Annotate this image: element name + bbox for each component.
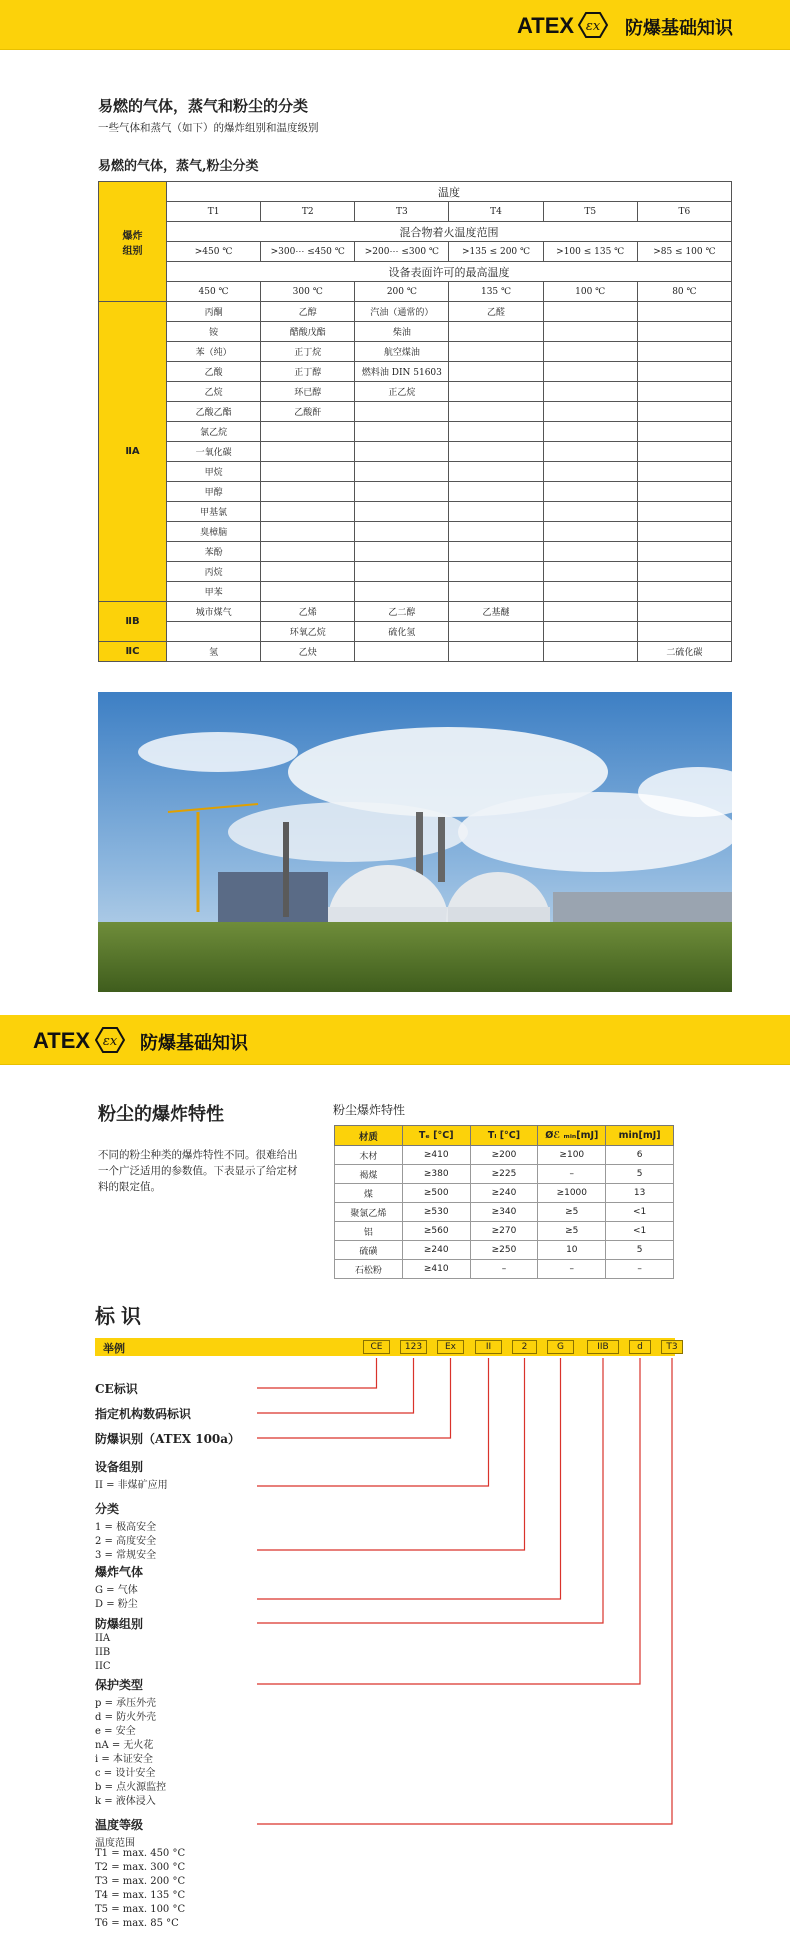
marking-box-0: CE [363, 1340, 390, 1354]
group-ⅡB: ⅡB [99, 602, 167, 642]
marking-item-line: II = 非煤矿应用 [95, 1480, 168, 1491]
dust-cell: ≥250 [470, 1241, 538, 1260]
dust-cell: <1 [606, 1203, 674, 1222]
connector-line [257, 1358, 672, 1824]
range-cell: >135 ≤ 200 ℃ [449, 242, 543, 262]
dust-cell: ≥410 [402, 1146, 470, 1165]
substance-cell: 燃料油 DIN 51603 [355, 362, 449, 382]
section-subtitle: 一些气体和蒸气（如下）的爆炸组别和温度级别 [98, 122, 319, 134]
dust-cell: 石松粉 [335, 1260, 403, 1279]
section-title: 易燃的气体，蒸气和粉尘的分类 [98, 97, 309, 115]
substance-cell: 乙醛 [449, 302, 543, 322]
substance-cell: 甲基氯 [167, 502, 261, 522]
substance-cell: 甲醇 [167, 482, 261, 502]
marking-box-3: II [475, 1340, 502, 1354]
marking-item-line: G = 气体 [95, 1585, 138, 1596]
max-temp-cell: 200 ℃ [355, 282, 449, 302]
substance-cell: 丙酮 [167, 302, 261, 322]
max-temp-cell: 135 ℃ [449, 282, 543, 302]
dust-cell: ≥1000 [538, 1184, 606, 1203]
substance-cell: 铵 [167, 322, 261, 342]
dust-cell: 13 [606, 1184, 674, 1203]
marking-item-title: 设备组别 [95, 1460, 144, 1474]
substance-cell: 正丁醇 [261, 362, 355, 382]
dust-cell: 煤 [335, 1184, 403, 1203]
temp-class-T6: T6 [637, 202, 731, 222]
svg-text:εx: εx [585, 19, 601, 34]
range-cell: >100 ≤ 135 ℃ [543, 242, 637, 262]
marking-item-line: D = 粉尘 [95, 1599, 138, 1610]
marking-item-line: nA = 无火花 [95, 1740, 154, 1751]
dust-cell: ≥560 [402, 1222, 470, 1241]
dust-cell: 木材 [335, 1146, 403, 1165]
dust-cell: ≥380 [402, 1165, 470, 1184]
dust-cell: 硫磺 [335, 1241, 403, 1260]
dust-cell: ≥5 [538, 1222, 606, 1241]
dust-header: min[mJ] [606, 1126, 674, 1146]
marking-item-line: 温度范围 [95, 1838, 135, 1849]
marking-item-line: T1 = max. 450 °C [95, 1848, 186, 1859]
substance-cell: 甲苯 [167, 582, 261, 602]
marking-box-2: Ex [437, 1340, 464, 1354]
marking-box-6: IIB [587, 1340, 619, 1354]
substance-cell: 甲烷 [167, 462, 261, 482]
range-cell: >450 ℃ [167, 242, 261, 262]
substance-cell: 二硫化碳 [637, 642, 731, 662]
marking-box-8: T3 [661, 1340, 683, 1354]
marking-item-title: 保护类型 [95, 1678, 144, 1692]
marking-item-title: 防爆组别 [95, 1617, 144, 1631]
temp-header: 温度 [167, 182, 732, 202]
substance-cell: 汽油（通常的） [355, 302, 449, 322]
marking-item-line: i = 本证安全 [95, 1754, 153, 1765]
dust-cell: 10 [538, 1241, 606, 1260]
marking-item-title: 爆炸气体 [95, 1565, 144, 1579]
dust-header: Tₑ [°C] [402, 1126, 470, 1146]
range-cell: >300⋯ ≤450 ℃ [261, 242, 355, 262]
connector-line [257, 1358, 640, 1684]
substance-cell: 环氧乙烷 [261, 622, 355, 642]
substance-cell: 硫化氢 [355, 622, 449, 642]
temp-class-T3: T3 [355, 202, 449, 222]
temp-class-T4: T4 [449, 202, 543, 222]
marking-item-line: d = 防火外壳 [95, 1712, 157, 1723]
temp-class-T2: T2 [261, 202, 355, 222]
marking-item-line: k = 液体浸入 [95, 1796, 156, 1807]
marking-item-line: 3 = 常规安全 [95, 1550, 157, 1561]
dust-cell: ≥410 [402, 1260, 470, 1279]
dust-header: 材质 [335, 1126, 403, 1146]
marking-title: 标识 [95, 1304, 147, 1328]
marking-item-line: c = 设计安全 [95, 1768, 156, 1779]
substance-cell: 城市煤气 [167, 602, 261, 622]
marking-item-title: 分类 [95, 1502, 120, 1516]
substance-cell: 苯（纯） [167, 342, 261, 362]
marking-item-line: IIC [95, 1661, 111, 1672]
marking-item-title: 防爆识别（ATEX 100a） [95, 1432, 241, 1446]
marking-item-title: 指定机构数码标识 [95, 1407, 192, 1421]
banner-title-2: 防爆基础知识 [140, 1033, 248, 1054]
dust-cell: 褐煤 [335, 1165, 403, 1184]
marking-item-line: T4 = max. 135 °C [95, 1890, 186, 1901]
group-ⅡA: ⅡA [99, 302, 167, 602]
dust-cell: <1 [606, 1222, 674, 1241]
dust-cell: ≥5 [538, 1203, 606, 1222]
substance-cell: 乙酸 [167, 362, 261, 382]
atex-logo-text: ATEX [517, 13, 575, 38]
marking-box-5: G [547, 1340, 574, 1354]
svg-text:εx: εx [102, 1034, 118, 1049]
dust-cell: 5 [606, 1165, 674, 1184]
marking-box-4: 2 [512, 1340, 537, 1354]
substance-cell: 乙醇 [261, 302, 355, 322]
dust-cell: – [606, 1260, 674, 1279]
range-cell: >200⋯ ≤300 ℃ [355, 242, 449, 262]
substance-cell: 丙烷 [167, 562, 261, 582]
substance-cell: 臭樟脑 [167, 522, 261, 542]
dust-header: Øℰ ₘᵢₙ[mJ] [538, 1126, 606, 1146]
substance-cell: 氯乙烷 [167, 422, 261, 442]
substance-cell: 乙二醇 [355, 602, 449, 622]
max-temp-cell: 450 ℃ [167, 282, 261, 302]
substance-cell: 乙酸酐 [261, 402, 355, 422]
dust-cell: ≥500 [402, 1184, 470, 1203]
substance-cell: 苯酚 [167, 542, 261, 562]
marking-item-line: IIA [95, 1633, 111, 1644]
dust-cell: – [538, 1260, 606, 1279]
max-temp-cell: 100 ℃ [543, 282, 637, 302]
group-ⅡC: ⅡC [99, 642, 167, 662]
substance-cell: 乙酸乙酯 [167, 402, 261, 422]
dust-cell: 铝 [335, 1222, 403, 1241]
marking-item-line: T2 = max. 300 °C [95, 1862, 186, 1873]
dust-cell: ≥240 [402, 1241, 470, 1260]
dust-cell: 聚氯乙烯 [335, 1203, 403, 1222]
dust-description: 不同的粉尘种类的爆炸特性不同。很难给出一个广泛适用的参数值。下表显示了给定材料的限定值。 [98, 1149, 298, 1193]
connector-line [257, 1358, 561, 1599]
substance-cell: 醋酸戊酯 [261, 322, 355, 342]
substance-cell: 正乙烷 [355, 382, 449, 402]
max-temp-cell: 300 ℃ [261, 282, 355, 302]
dust-cell: – [538, 1165, 606, 1184]
dust-cell: ≥225 [470, 1165, 538, 1184]
dust-cell: ≥270 [470, 1222, 538, 1241]
substance-cell: 氢 [167, 642, 261, 662]
marking-item-title: 温度等级 [95, 1818, 144, 1832]
substance-cell: 乙炔 [261, 642, 355, 662]
dust-table-caption: 粉尘爆炸特性 [333, 1103, 406, 1117]
connector-line [257, 1358, 525, 1550]
surface-header: 设备表面许可的最高温度 [167, 262, 732, 282]
marking-item-line: e = 安全 [95, 1726, 136, 1737]
substance-cell: 乙基醚 [449, 602, 543, 622]
connector-line [257, 1358, 414, 1413]
marking-box-7: d [629, 1340, 651, 1354]
dust-cell: ≥340 [470, 1203, 538, 1222]
connector-line [257, 1358, 603, 1623]
dust-cell: ≥530 [402, 1203, 470, 1222]
dust-cell: ≥240 [470, 1184, 538, 1203]
marking-item-line: 2 = 高度安全 [95, 1536, 157, 1547]
substance-cell: 乙烷 [167, 382, 261, 402]
connector-line [257, 1358, 489, 1486]
substance-cell: 航空煤油 [355, 342, 449, 362]
dust-cell: ≥100 [538, 1146, 606, 1165]
substance-cell: 柴油 [355, 322, 449, 342]
range-cell: >85 ≤ 100 ℃ [637, 242, 731, 262]
substance-cell: 正丁烷 [261, 342, 355, 362]
group-label-cell: 爆炸 组别 [99, 182, 167, 302]
substance-cell: 环已醇 [261, 382, 355, 402]
marking-item-line: 1 = 极高安全 [95, 1522, 157, 1533]
substance-cell: 乙烯 [261, 602, 355, 622]
marking-item-line: IIB [95, 1647, 111, 1658]
dust-header: Tₗ [°C] [470, 1126, 538, 1146]
banner-title: 防爆基础知识 [625, 18, 733, 39]
mix-header: 混合物着火温度范围 [167, 222, 732, 242]
dust-cell: 6 [606, 1146, 674, 1165]
substance-cell: 一氧化碳 [167, 442, 261, 462]
marking-item-line: b = 点火源监控 [95, 1782, 167, 1793]
temp-class-T1: T1 [167, 202, 261, 222]
connector-line [257, 1358, 377, 1388]
max-temp-cell: 80 ℃ [637, 282, 731, 302]
marking-item-title: CE标识 [95, 1382, 138, 1396]
marking-item-line: T3 = max. 200 °C [95, 1876, 186, 1887]
marking-item-line: T5 = max. 100 °C [95, 1904, 186, 1915]
example-label: 举例 [103, 1342, 125, 1355]
dust-cell: 5 [606, 1241, 674, 1260]
atex-logo-text-2: ATEX [33, 1028, 91, 1053]
table-title: 易燃的气体，蒸气,粉尘分类 [98, 159, 259, 174]
connector-line [257, 1358, 451, 1438]
marking-item-line: p = 承压外壳 [95, 1698, 157, 1709]
dust-title: 粉尘的爆炸特性 [98, 1104, 224, 1125]
dust-cell: – [470, 1260, 538, 1279]
dust-cell: ≥200 [470, 1146, 538, 1165]
marking-box-1: 123 [400, 1340, 427, 1354]
temp-class-T5: T5 [543, 202, 637, 222]
marking-item-line: T6 = max. 85 °C [95, 1918, 179, 1929]
